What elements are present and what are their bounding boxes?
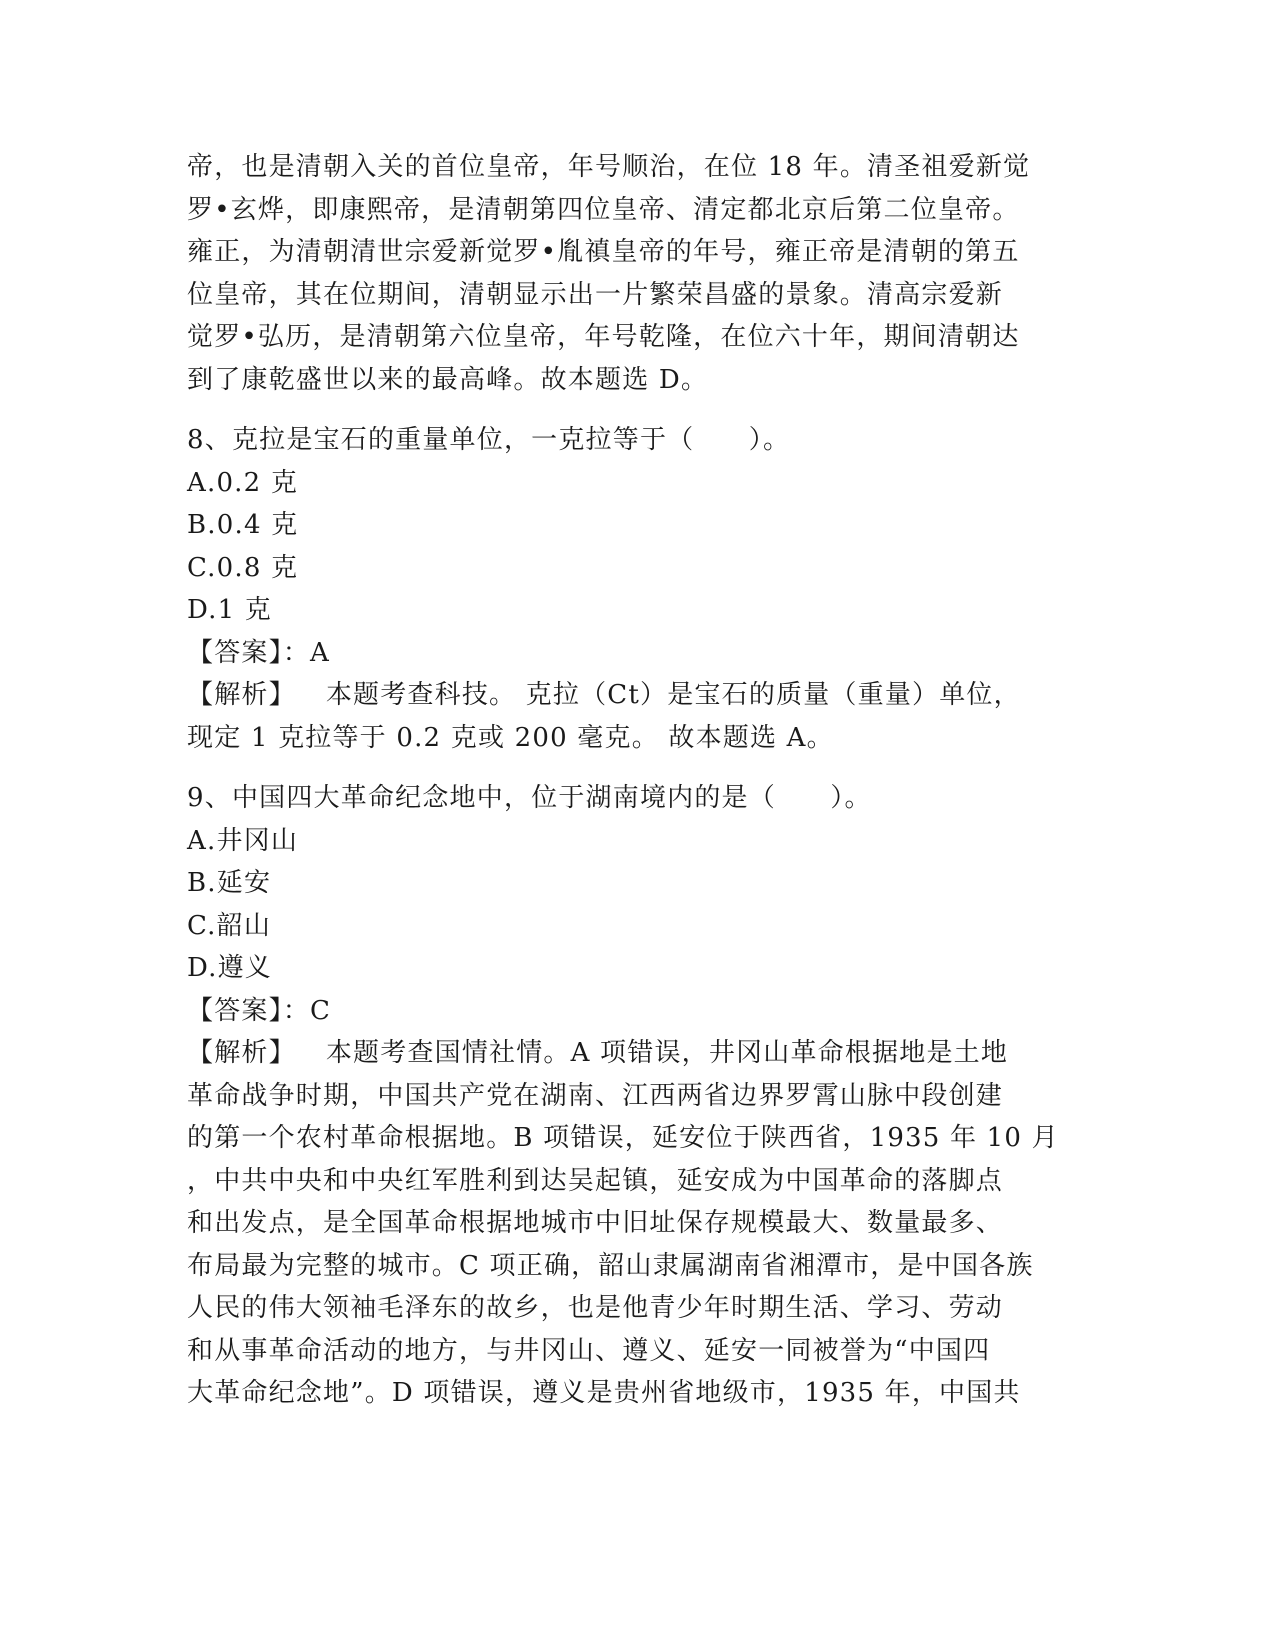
text-line: 和从事革命活动的地方，与井冈山、遵义、延安一同被誉为“中国四 [187, 1335, 991, 1366]
option-c: C.0.8 克 [187, 552, 299, 583]
text-line: 革命战争时期，中国共产党在湖南、江西两省边界罗霄山脉中段创建 [187, 1080, 1004, 1111]
answer-label: 【答案】 [187, 995, 283, 1026]
analysis-text: 本题考查科技。 克拉（Ct）是宝石的质量（重量）单位， [325, 680, 1021, 710]
text-line: 位皇帝，其在位期间，清朝显示出一片繁荣昌盛的景象。清高宗爱新 [187, 279, 1004, 310]
text-line: 人民的伟大领袖毛泽东的故乡，也是他青少年时期生活、学习、劳动 [187, 1293, 1004, 1323]
option-d: D.遵义 [187, 953, 272, 983]
text-line: 和出发点，是全国革命根据地城市中旧址保存规模最大、数量最多、 [187, 1208, 1004, 1238]
text-line: 罗•玄烨，即康熙帝，是清朝第四位皇帝、清定都北京后第二位皇帝。 [187, 194, 1020, 225]
option-d: D.1 克 [187, 595, 272, 625]
option-a: A.井冈山 [187, 825, 299, 856]
option-b: B.延安 [187, 868, 272, 898]
analysis-text: 本题考查国情社情。A 项错误，井冈山革命根据地是土地 [325, 1038, 1009, 1068]
option-c: C.韶山 [187, 910, 272, 941]
analysis-line [187, 674, 1087, 717]
question-8 [187, 419, 1087, 759]
text-line: 帝，也是清朝入关的首位皇帝，年号顺治，在位 18 年。清圣祖爱新觉 [187, 152, 1031, 182]
answer-line [187, 632, 1087, 675]
text-line: 雍正，为清朝清世宗爱新觉罗•胤禛皇帝的年号，雍正帝是清朝的第五 [187, 237, 1020, 267]
question-stem: 9、中国四大革命纪念地中，位于湖南境内的是（ ）。 [187, 783, 872, 813]
text-line: 到了康乾盛世以来的最高峰。故本题选 D。 [187, 364, 709, 395]
text-line: 现定 1 克拉等于 0.2 克或 200 毫克。 故本题选 A。 [187, 722, 834, 753]
analysis-label: 【解析】 [187, 680, 296, 710]
analysis-line [187, 1032, 1087, 1075]
document-page [187, 146, 1087, 1415]
text-line: 的第一个农村革命根据地。B 项错误，延安位于陕西省，1935 年 10 月 [187, 1123, 1059, 1153]
option-a: A.0.2 克 [187, 467, 299, 498]
text-line: ，中共中央和中央红军胜利到达吴起镇，延安成为中国革命的落脚点 [187, 1165, 1004, 1196]
option-b: B.0.4 克 [187, 510, 299, 540]
answer-label: 【答案】 [187, 637, 283, 668]
text-line: 布局最为完整的城市。C 项正确，韶山隶属湖南省湘潭市，是中国各族 [187, 1250, 1034, 1281]
answer-value: ：C [282, 995, 332, 1026]
question-9 [187, 777, 1087, 1415]
prior-analysis-continuation [187, 146, 1087, 401]
text-line: 大革命纪念地”。D 项错误，遵义是贵州省地级市，1935 年，中国共 [187, 1378, 1021, 1408]
answer-line [187, 990, 1087, 1033]
answer-value: ：A [282, 637, 330, 668]
text-line: 觉罗•弘历，是清朝第六位皇帝，年号乾隆，在位六十年，期间清朝达 [187, 322, 1020, 352]
analysis-label: 【解析】 [187, 1038, 296, 1068]
question-stem: 8、克拉是宝石的重量单位，一克拉等于（ ）。 [187, 425, 791, 455]
